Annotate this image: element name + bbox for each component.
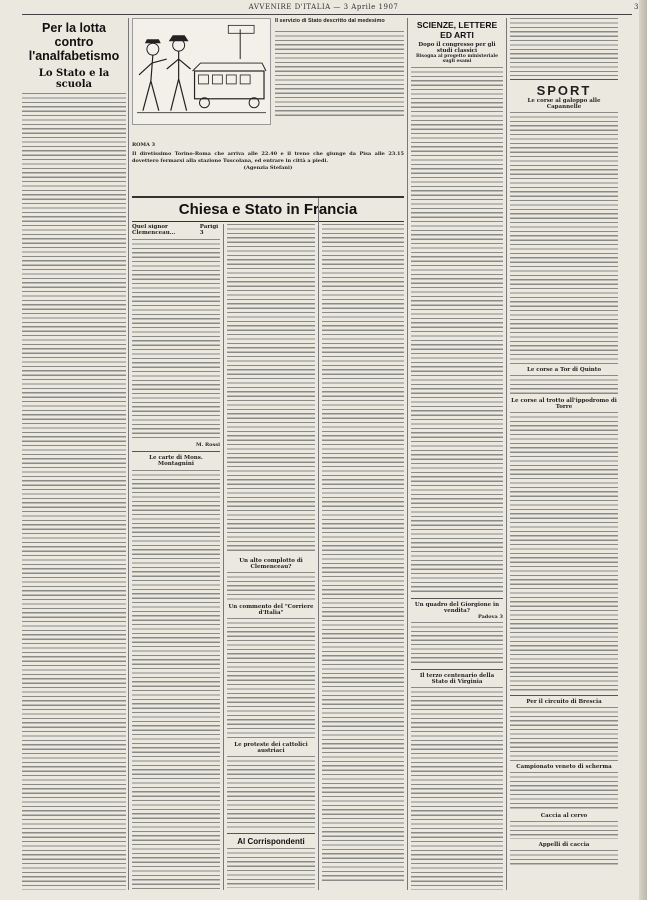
- subhead-montagnini: Le carte di Mons. Montagnini: [149, 455, 203, 467]
- sport-title: SPORT: [536, 83, 592, 98]
- article-text-chiesa-3: [322, 224, 404, 884]
- subhead-congresso: Dopo il congresso per gli studi classici: [418, 42, 496, 54]
- article-text-brescia: [510, 707, 618, 761]
- column-sport: [510, 18, 618, 890]
- article-text-corrispondenti: [227, 848, 315, 888]
- page-number: 3: [634, 3, 639, 11]
- subhead-trotto: Le corse al trotto all'ippodromo di Torre: [511, 398, 617, 410]
- telegram-source: (Agenzia Stefani): [243, 165, 293, 171]
- subhead-tor-di-quinto: Le corse a Tor di Quinto: [526, 367, 602, 373]
- column-rule: [407, 18, 408, 890]
- column-scienze: [411, 18, 503, 890]
- column-rule: [128, 18, 129, 890]
- dateline-padova: Padova 3: [477, 614, 503, 620]
- running-head-text: AVVENIRE D'ITALIA — 3 Aprile 1907: [248, 3, 399, 11]
- telegram-head: ROMA 3: [132, 142, 156, 148]
- article-text-cervo: [510, 821, 618, 839]
- subhead-congresso-note: Bisogna al progetto ministeriale sugli esami: [416, 54, 498, 64]
- cartoon-title: Il servizio di Stato descritto dal medesimo: [274, 18, 385, 24]
- article-text-capannelle: [510, 112, 618, 364]
- article-text-appelli: [510, 850, 618, 866]
- subhead-scherma: Campionato veneto di scherma: [516, 764, 612, 770]
- subhead-appelli-caccia: Appelli di caccia: [538, 842, 590, 848]
- article-text-giorgione: [411, 622, 503, 666]
- cartoon-side-text: [275, 31, 404, 117]
- subhead-giorgione: Un quadro del Giorgione in vendita?: [414, 602, 500, 614]
- article-text-scherma: [510, 772, 618, 810]
- column-rule: [318, 198, 319, 890]
- page-edge: [639, 0, 647, 900]
- article-text-trotto: [510, 412, 618, 692]
- column-chiesa-2: [227, 224, 315, 890]
- article-text-clemenceau: [132, 239, 220, 439]
- article-text-montagnini: [132, 470, 220, 890]
- article-text-corriere: [227, 618, 315, 738]
- article-text-continued: [227, 224, 315, 554]
- dateline-parigi: Parigi 3: [199, 224, 219, 236]
- subhead-clemenceau: Quel signor Clemenceau...: [132, 224, 176, 236]
- subhead-circuito-brescia: Per il circuito di Brescia: [526, 699, 602, 705]
- subhead-complotto: Un alto complotto di Clemenceau?: [239, 558, 303, 570]
- telegram-text: Il diretissimo Torino-Roma che arriva alle 22.40 e il treno che giunge da Pisa alle 23.15 dovettero fermarsi alla stazione Tuscolana, ed entrare in città a piedi.: [132, 151, 404, 164]
- subhead-capannelle: Le corse al galoppo alle Capannelle: [527, 98, 601, 110]
- running-head: [0, 3, 647, 11]
- signature-rossi: M. Rossi: [195, 442, 220, 448]
- headline-chiesa-stato: Chiesa e Stato in Francia: [178, 201, 358, 218]
- article-text-proteste: [227, 756, 315, 830]
- subhead-corrispondenti: Al Corrispondenti: [237, 837, 305, 846]
- article-text-tor-di-quinto: [510, 375, 618, 395]
- section-rule: [132, 196, 404, 198]
- subhead-virginia: Il terzo centenario della Stato di Virginia: [419, 673, 495, 685]
- column-rule: [223, 224, 224, 890]
- column-chiesa-1: [132, 224, 220, 890]
- article-body-text: [22, 93, 126, 890]
- column-rule: [506, 18, 507, 890]
- subhead-corriere: Un commento del "Corriere d'Italia": [228, 604, 314, 616]
- headline-scienze: SCIENZE, LETTERE ED ARTI: [416, 20, 498, 40]
- article-text-congresso: [411, 67, 503, 595]
- headline-rule: [132, 221, 404, 222]
- article-text-top: [510, 18, 618, 76]
- subhead-proteste: Le proteste dei cattolici austriaci: [234, 742, 308, 754]
- subhead-stato-scuola: Lo Stato e la scuola: [38, 68, 110, 90]
- column-analfabetismo: [22, 18, 126, 890]
- headline-analfabetismo: Per la lotta contro l'analfabetismo: [28, 21, 120, 63]
- article-text-virginia: [411, 687, 503, 890]
- column-chiesa-3: [322, 224, 404, 890]
- article-text-complotto: [227, 572, 315, 600]
- cartoon-section: [132, 18, 404, 203]
- subhead-caccia-cervo: Caccia al cervo: [540, 813, 588, 819]
- top-rule: [22, 14, 632, 15]
- cartoon-illustration: [132, 18, 271, 125]
